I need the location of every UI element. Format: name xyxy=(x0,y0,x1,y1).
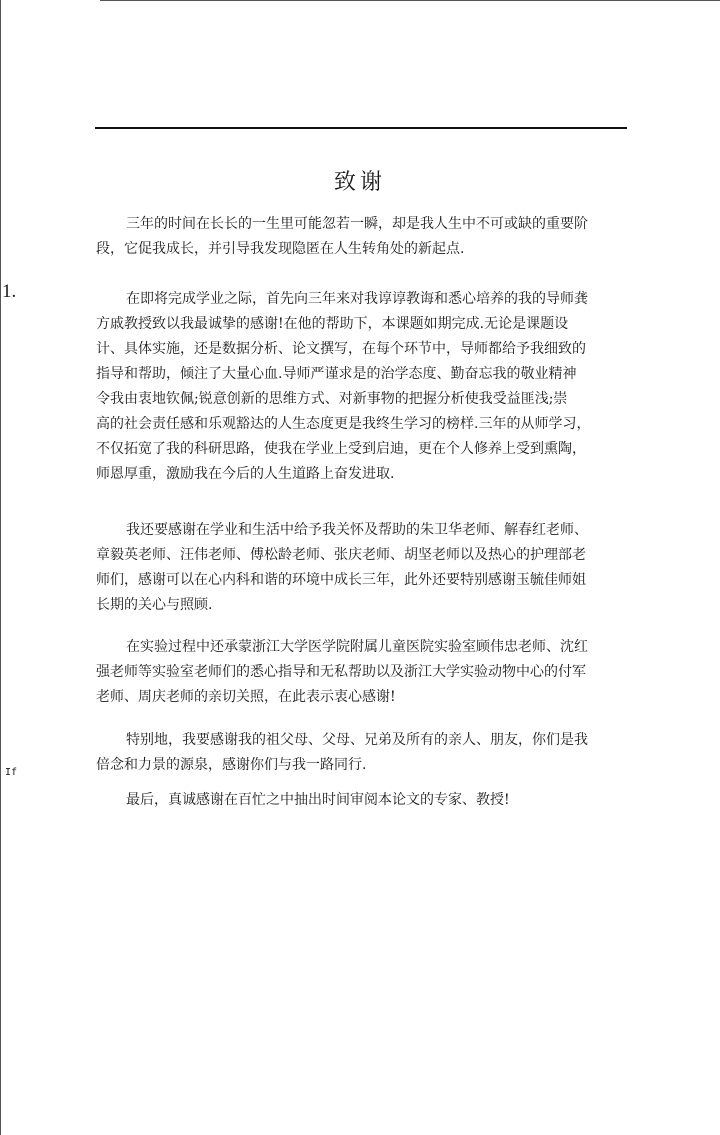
paragraph-intro xyxy=(96,212,616,262)
header-rule xyxy=(95,127,627,129)
page-title: 致谢 xyxy=(333,170,386,195)
paragraph-line: 段，它促我成长，并引导我发现隐匿在人生转角处的新起点. xyxy=(96,241,465,257)
paragraph-line: 师们，感谢可以在心内科和谐的环境中成长三年，此外还要特别感谢玉毓佳师姐 xyxy=(96,572,586,588)
margin-note: If xyxy=(5,767,18,778)
paragraph-line: 我还要感谢在学业和生活中给予我关怀及帮助的朱卫华老师、解春红老师、 xyxy=(126,522,588,538)
paragraph-line: 最后，真诚感谢在百忙之中抽出时间审阅本论文的专家、教授! xyxy=(126,792,510,808)
paragraph-line: 师恩厚重，激励我在今后的人生道路上奋发进取. xyxy=(96,466,395,482)
paragraph-line: 计、具体实施，还是数据分析、论文撰写，在每个环节中，导师都给予我细致的 xyxy=(96,341,586,357)
paragraph-line: 三年的时间在长长的一生里可能忽若一瞬，却是我人生中不可或缺的重要阶 xyxy=(126,216,588,232)
paragraph-line: 强老师等实验室老师们的悉心指导和无私帮助以及浙江大学实验动物中心的付军 xyxy=(96,664,586,680)
paragraph-line: 令我由衷地钦佩;锐意创新的思维方式、对新事物的把握分析使我受益匪浅;崇 xyxy=(96,391,568,407)
paragraph-line: 在实验过程中还承蒙浙江大学医学院附属儿童医院实验室顾伟忠老师、沈红 xyxy=(126,639,588,655)
paragraph-line: 老师、周庆老师的亲切关照，在此表示衷心感谢! xyxy=(96,689,396,705)
paragraph-line: 长期的关心与照顾. xyxy=(96,597,213,613)
paragraph-teachers xyxy=(96,518,616,618)
paragraph-line: 特别地，我要感谢我的祖父母、父母、兄弟及所有的亲人、朋友，你们是我 xyxy=(126,732,588,748)
paragraph-advisor xyxy=(96,287,616,487)
paragraph-closing xyxy=(96,788,616,813)
paragraph-line: 倍念和力景的源泉，感谢你们与我一路同行. xyxy=(96,757,367,773)
paragraph-family xyxy=(96,728,616,778)
page-top-border xyxy=(100,0,720,1)
paragraph-line: 在即将完成学业之际，首先向三年来对我谆谆教诲和悉心培养的我的导师龚 xyxy=(126,291,588,307)
paragraph-line: 方戚教授致以我最诚挚的感谢!在他的帮助下，本课题如期完成.无论是课题设 xyxy=(96,316,569,332)
paragraph-line: 高的社会责任感和乐观豁达的人生态度更是我终生学习的榜样.三年的从师学习， xyxy=(96,416,591,432)
paragraph-line: 不仅拓宽了我的科研思路，使我在学业上受到启迪，更在个人修养上受到熏陶， xyxy=(96,441,586,457)
paragraph-lab xyxy=(96,635,616,710)
paragraph-line: 章毅英老师、汪伟老师、傅松龄老师、张庆老师、胡坚老师以及热心的护理部老 xyxy=(96,547,586,563)
margin-number: 1. xyxy=(2,281,17,302)
paragraph-line: 指导和帮助，倾注了大量心血.导师严谨求是的治学态度、勤奋忘我的敬业精神 xyxy=(96,366,577,382)
